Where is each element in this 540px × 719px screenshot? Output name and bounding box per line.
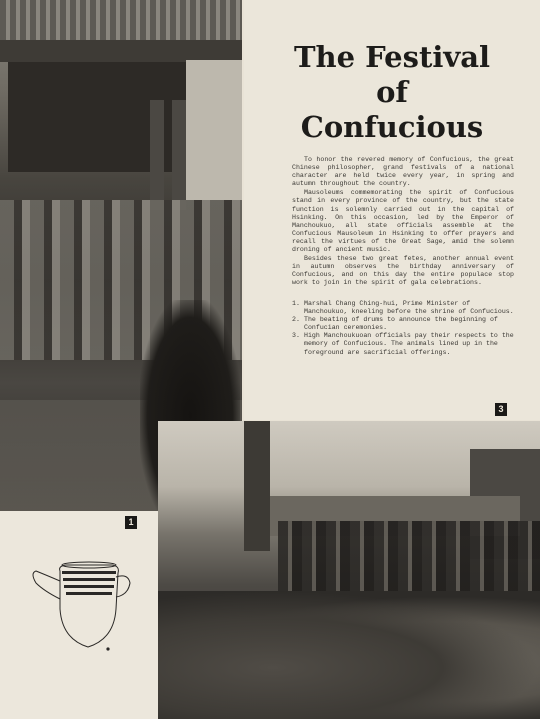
article-text-page	[244, 0, 540, 420]
photo-number-badge-1: 1	[125, 516, 137, 529]
caption-number: 3.	[292, 332, 300, 340]
ritual-vessel-drawing	[0, 511, 158, 719]
caption-text: Marshal Chang Ching-hui, Prime Minister of Manchoukuo, kneeling before the shrine of Confucious.	[304, 300, 514, 316]
sky-trees	[186, 60, 242, 200]
photo-sacrificial-animals	[158, 421, 540, 719]
body-paragraph: Mausoleums commemorating the spirit of Confucious stand in every province of the country, but the state function is solemnly carried out in the capital of Hsinking. On this occasion, led by the Emperor of Manchoukuo, all state officials assemble at the Confucious Mausoleum in Hsinking to offer prayers and recall the virtues of the Great Sage, amid the solemn droning of ancient music.	[292, 189, 514, 254]
body-paragraph: To honor the revered memory of Confucious, the great Chinese philosopher, grand festivals of a national character are held twice every year, in spring and autumn throughout the country.	[292, 156, 514, 188]
photo-number-badge-3: 3	[495, 403, 507, 416]
article-body	[292, 156, 514, 289]
caption-item	[292, 316, 514, 332]
title-line-3: Confucious	[300, 110, 484, 144]
caption-item	[292, 332, 514, 356]
caption-text: High Manchoukuoan officials pay their respects to the memory of Confucious. The animals lined up in the foreground are sacrificial offerings.	[304, 332, 514, 356]
temple-pillar	[150, 100, 164, 210]
caption-number: 2.	[292, 316, 300, 324]
caption-item	[292, 300, 514, 316]
title-line-2: of	[376, 75, 408, 109]
body-paragraph: Besides these two great fetes, another annual event in autumn observes the birthday anniversary of Confucious, and on this day the entire populace stop work to join in the spirit of gala celebrations.	[292, 255, 514, 287]
temple-pillar	[172, 100, 186, 210]
page-title	[244, 40, 540, 145]
drum-illustration-panel	[0, 511, 158, 719]
temple-roof	[0, 0, 242, 40]
caption-text: The beating of drums to announce the beginning of Confucian ceremonies.	[304, 316, 498, 332]
title-line-1: The Festival	[293, 40, 491, 74]
gate-post	[244, 421, 270, 551]
sacrificial-animals	[158, 591, 540, 719]
caption-number: 1.	[292, 300, 300, 307]
temple-eave	[0, 40, 242, 62]
officials-group	[278, 521, 540, 601]
photo-captions	[292, 300, 514, 357]
